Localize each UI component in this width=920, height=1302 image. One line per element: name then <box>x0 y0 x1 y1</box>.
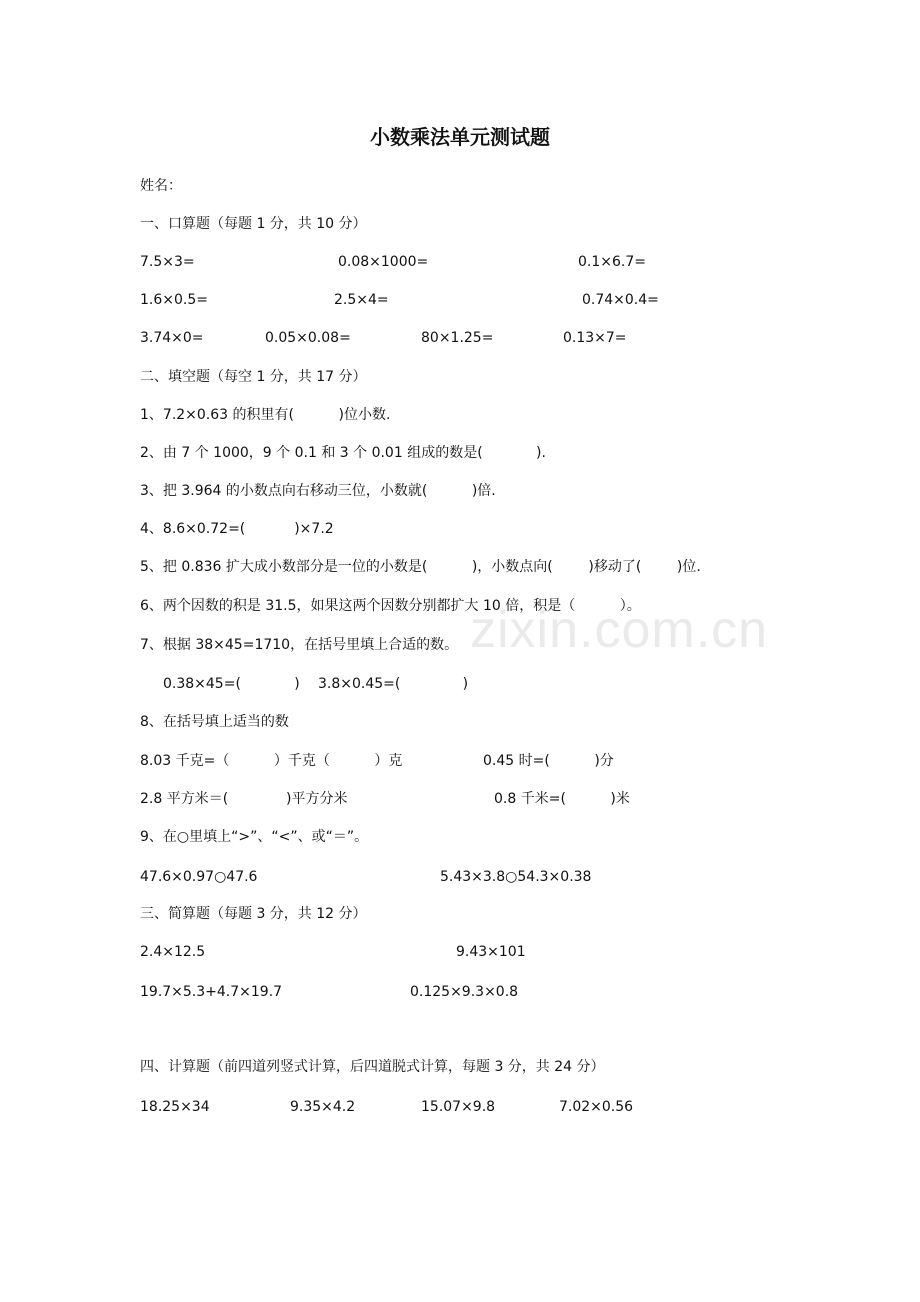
simplify-item: 9.43×101 <box>456 944 526 960</box>
question-2: 2、由 7 个 1000，9 个 0.1 和 3 个 0.01 组成的数是( ). <box>140 445 546 461</box>
question-7a: 0.38×45=( ) <box>163 676 300 692</box>
question-3: 3、把 3.964 的小数点向右移动三位，小数就( )倍. <box>140 483 496 499</box>
question-4: 4、8.6×0.72=( )×7.2 <box>140 521 334 537</box>
watermark: zixin.com.cn <box>470 601 769 659</box>
section1-heading: 一、口算题（每题 1 分，共 10 分） <box>140 216 367 232</box>
question-8: 8、在括号填上适当的数 <box>140 714 289 730</box>
question-9a: 47.6×0.97○47.6 <box>140 869 258 885</box>
section3-heading: 三、简算题（每题 3 分，共 12 分） <box>140 906 367 922</box>
calc-item: 18.25×34 <box>140 1099 210 1115</box>
oral-item: 1.6×0.5= <box>140 292 208 308</box>
question-7: 7、根据 38×45=1710，在括号里填上合适的数。 <box>140 637 459 653</box>
simplify-item: 19.7×5.3+4.7×19.7 <box>140 984 283 1000</box>
oral-item: 80×1.25= <box>421 330 494 346</box>
calc-item: 9.35×4.2 <box>290 1099 356 1115</box>
oral-item: 0.08×1000= <box>338 254 429 270</box>
question-7b: 3.8×0.45=( ) <box>318 676 469 692</box>
name-label: 姓名： <box>140 178 182 194</box>
section2-heading: 二、填空题（每空 1 分，共 17 分） <box>140 369 367 385</box>
oral-item: 2.5×4= <box>334 292 389 308</box>
page-title: 小数乘法单元测试题 <box>370 125 550 149</box>
question-8b: 0.45 时=( )分 <box>483 753 614 769</box>
simplify-item: 0.125×9.3×0.8 <box>410 984 519 1000</box>
question-9b: 5.43×3.8○54.3×0.38 <box>440 869 592 885</box>
oral-item: 0.1×6.7= <box>578 254 646 270</box>
question-1: 1、7.2×0.63 的积里有( )位小数. <box>140 407 391 423</box>
oral-item: 3.74×0= <box>140 330 204 346</box>
oral-item: 0.74×0.4= <box>582 292 659 308</box>
oral-item: 0.05×0.08= <box>265 330 351 346</box>
oral-item: 0.13×7= <box>563 330 627 346</box>
question-5: 5、把 0.836 扩大成小数部分是一位的小数是( )，小数点向( )移动了( )位. <box>140 559 701 575</box>
question-8c: 2.8 平方米＝( )平方分米 <box>140 791 348 807</box>
section4-heading: 四、计算题（前四道列竖式计算，后四道脱式计算，每题 3 分，共 24 分） <box>140 1059 605 1075</box>
simplify-item: 2.4×12.5 <box>140 944 206 960</box>
question-6: 6、两个因数的积是 31.5，如果这两个因数分别都扩大 10 倍，积是（ ）。 <box>140 598 641 614</box>
question-8d: 0.8 千米=( )米 <box>494 791 630 807</box>
question-9: 9、在○里填上“>”、“<”、或“＝”。 <box>140 829 369 845</box>
question-8a: 8.03 千克=（ ）千克（ ）克 <box>140 753 403 769</box>
calc-item: 7.02×0.56 <box>559 1099 634 1115</box>
oral-item: 7.5×3= <box>140 254 195 270</box>
calc-item: 15.07×9.8 <box>421 1099 496 1115</box>
